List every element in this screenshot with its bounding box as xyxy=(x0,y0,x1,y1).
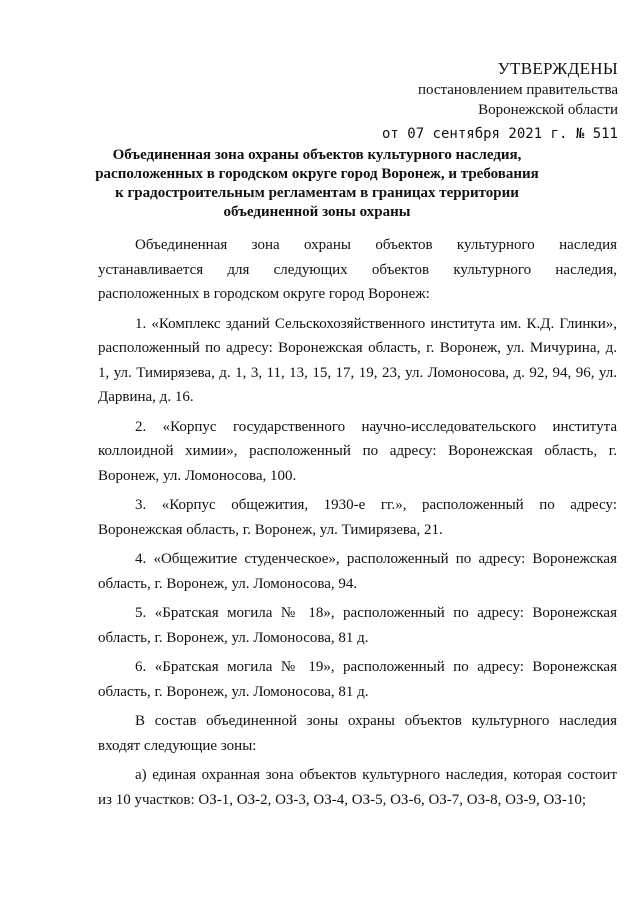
document-body xyxy=(98,233,617,817)
list-item-2: 2. «Корпус государственного научно-исследовательского института коллоидной химии», расположенный по адресу: Воронежская область, г. Воронеж, ул. Ломоносова, 100. xyxy=(98,418,617,484)
zones-intro-paragraph: В состав объединенной зоны охраны объектов культурного наследия входят следующие зоны: xyxy=(98,713,617,754)
list-item-1: 1. «Комплекс зданий Сельскохозяйственного института им. К.Д. Глинки», расположенный по адресу: Воронежская область, г. Воронеж, ул. Мичурина, д. 1, ул. Тимирязева, д. 1, 3, 11, 13, 15, 17, 19, 23, ул. Ломоносова, д. 92, 94, 96, ул. Дарвина, д. 16. xyxy=(98,315,617,405)
list-item-3: 3. «Корпус общежития, 1930-е гг.», расположенный по адресу: Воронежская область, г. Воронеж, ул. Тимирязева, 21. xyxy=(98,497,617,538)
list-item-6: 6. «Братская могила № 19», расположенный по адресу: Воронежская область, г. Воронеж, ул. Ломоносова, 81 д. xyxy=(98,659,617,700)
list-item-4: 4. «Общежитие студенческое», расположенный по адресу: Воронежская область, г. Воронеж, ул. Ломоносова, 94. xyxy=(98,551,617,592)
zone-item-a: а) единая охранная зона объектов культурного наследия, которая состоит из 10 участков: ОЗ-1, ОЗ-2, ОЗ-3, ОЗ-4, ОЗ-5, ОЗ-6, ОЗ-7, ОЗ-8, ОЗ-9, ОЗ-10; xyxy=(98,767,617,808)
list-item-5: 5. «Братская могила № 18», расположенный по адресу: Воронежская область, г. Воронеж, ул. Ломоносова, 81 д. xyxy=(98,605,617,646)
approval-title: УТВЕРЖДЕНЫ xyxy=(497,59,618,78)
approval-issuer-line-2: Воронежской области xyxy=(478,102,618,118)
intro-paragraph: Объединенная зона охраны объектов культурного наследия устанавливается для следующих объектов культурного наследия, расположенных в городском округе город Воронеж: xyxy=(98,237,617,302)
document-title: Объединенная зона охраны объектов культурного наследия, расположенных в городском округе город Воронеж, и требования к градостроительным регламентам в границах территории объединенной зоны охраны xyxy=(95,147,539,220)
approval-stamp xyxy=(382,58,618,145)
approval-issuer-line-1: постановлением правительства xyxy=(417,82,618,98)
approval-date-number: от 07 сентября 2021 г. № 511 xyxy=(381,126,618,142)
